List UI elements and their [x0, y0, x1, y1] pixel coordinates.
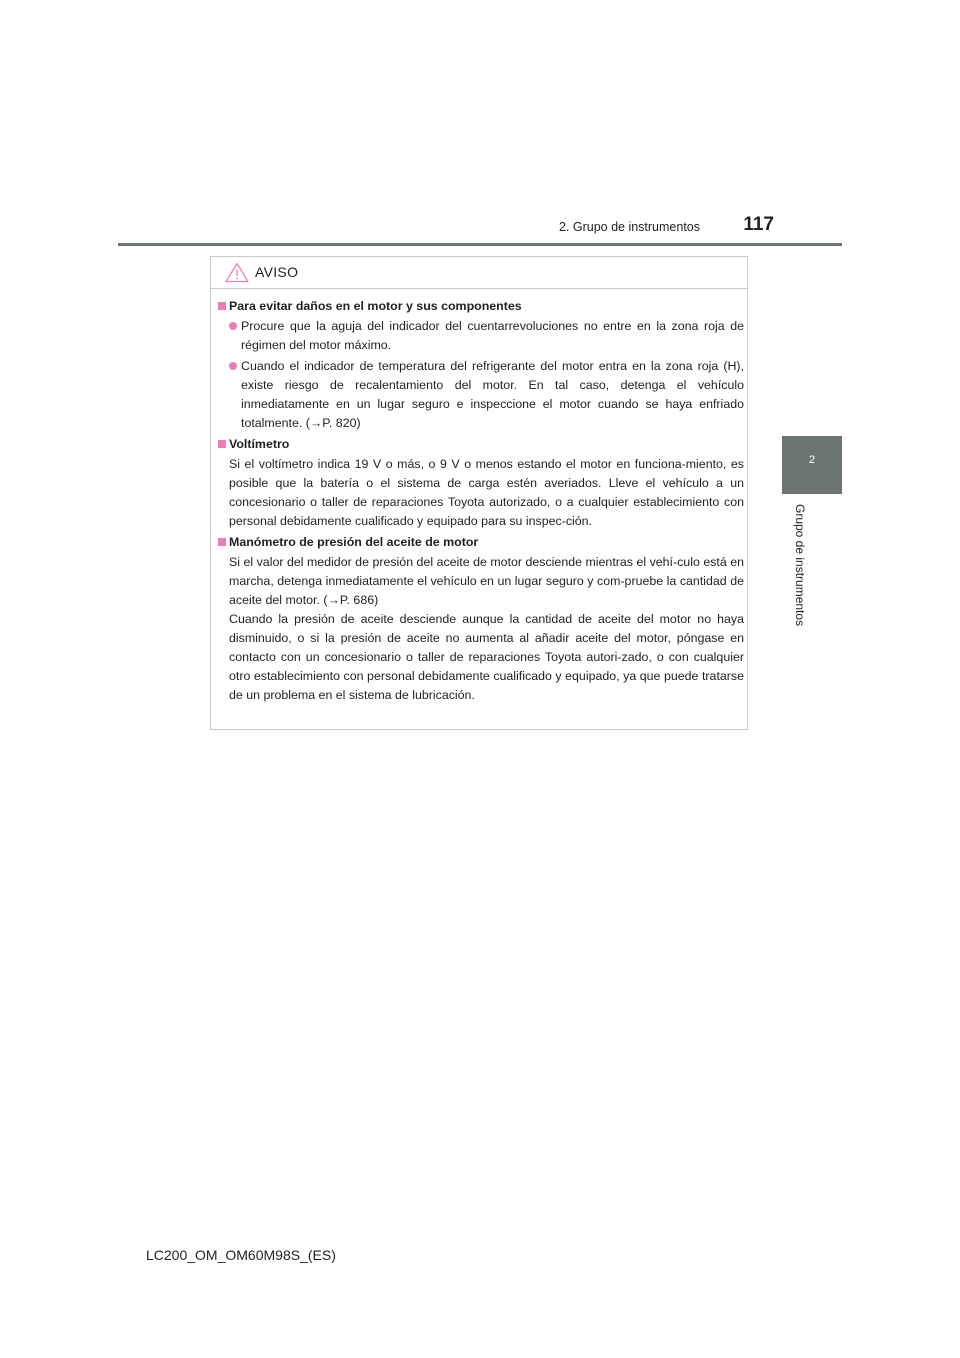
section-heading	[218, 435, 744, 454]
paragraph: Si el valor del medidor de presión del aceite de motor desciende mientras el vehí-culo está en marcha, detenga inmediatamente el vehículo en un lugar seguro y com-pruebe la cantidad de aceite del motor. (→P. 686)	[229, 555, 744, 607]
warning-triangle-icon	[225, 262, 249, 288]
side-chapter-label: Grupo de instrumentos	[793, 504, 807, 627]
header-rule	[118, 243, 842, 246]
section-heading	[218, 533, 744, 552]
section-engine-damage	[218, 297, 744, 433]
square-bullet-icon	[218, 538, 226, 546]
square-bullet-icon	[218, 302, 226, 310]
warning-title: AVISO	[255, 264, 299, 280]
page-number: 117	[743, 214, 774, 235]
section-heading	[218, 297, 744, 316]
footer-document-code: LC200_OM_OM60M98S_(ES)	[146, 1247, 336, 1263]
warning-body	[218, 297, 744, 707]
circle-bullet-icon	[229, 322, 237, 330]
paragraph: Si el voltímetro indica 19 V o más, o 9 V o menos estando el motor en funciona-miento, es posible que la batería o el sistema de carga estén averiados. Lleve el vehículo a un concesionario o taller de reparaciones Toyota autorizado, o a cualquier establecimiento con personal debidamente cualificado y equipado para su inspec-ción.	[229, 457, 744, 528]
square-bullet-icon	[218, 440, 226, 448]
section-voltmeter	[218, 435, 744, 531]
bullet-item	[218, 357, 744, 433]
bullet-text: Cuando el indicador de temperatura del refrigerante del motor entra en la zona roja (H), existe riesgo de recalentamiento del motor. En tal caso, detenga el vehículo inmediatamente en un lugar seguro e inspeccione el motor cuando se haya enfriado totalmente. (→P. 820)	[241, 359, 744, 430]
paragraph: Cuando la presión de aceite desciende aunque la cantidad de aceite del motor no haya disminuido, o si la presión de aceite no aumenta al añadir aceite del motor, póngase en contacto con un concesionario o taller de reparaciones Toyota autori-zado, o con cualquier otro establecimiento con personal debidamente cualificado y equipado, ya que puede tratarse de un problema en el sistema de lubricación.	[229, 612, 744, 702]
side-tab	[782, 436, 842, 494]
section-heading-text: Voltímetro	[229, 437, 290, 451]
section-heading-text: Manómetro de presión del aceite de motor	[229, 535, 479, 549]
warning-header	[211, 257, 747, 289]
section-oil-pressure	[218, 533, 744, 705]
chapter-title: 2. Grupo de instrumentos	[558, 220, 700, 234]
bullet-item	[218, 317, 744, 355]
circle-bullet-icon	[229, 362, 237, 370]
bullet-text: Procure que la aguja del indicador del cuentarrevoluciones no entre en la zona roja de régimen del motor máximo.	[241, 319, 744, 352]
warning-box	[210, 256, 748, 730]
section-heading-text: Para evitar daños en el motor y sus componentes	[229, 299, 522, 313]
side-tab-number: 2	[808, 454, 816, 466]
